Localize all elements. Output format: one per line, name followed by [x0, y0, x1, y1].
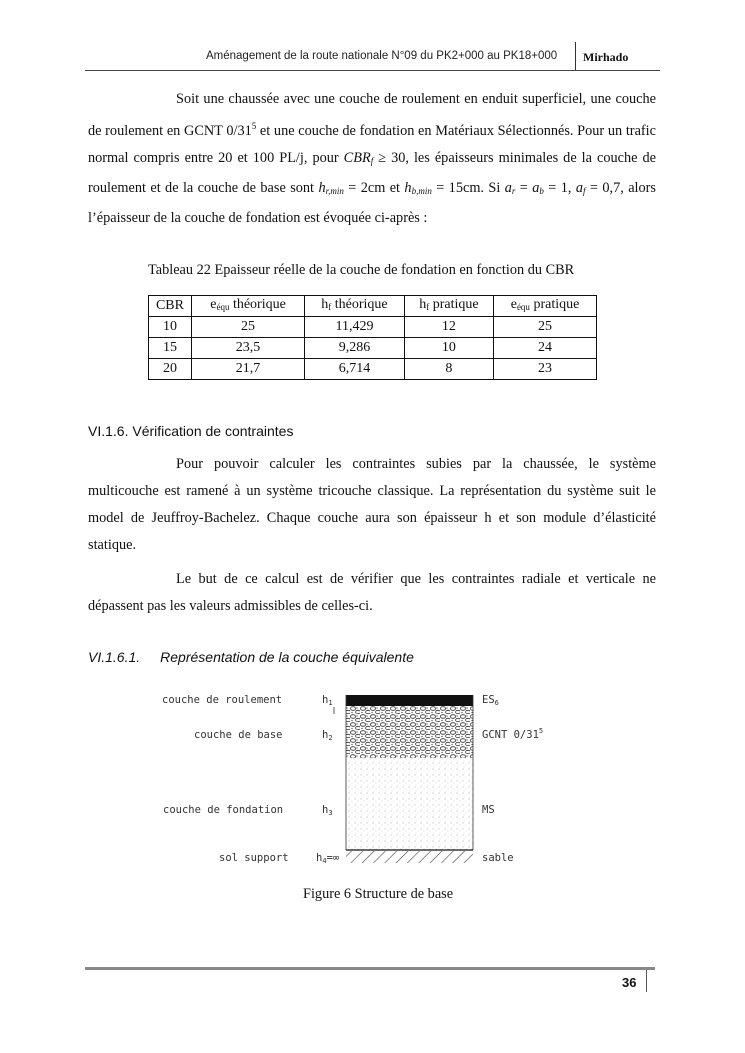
subsection-number: VI.1.6.1. — [88, 649, 141, 665]
header-rule — [85, 70, 660, 71]
header-separator — [575, 42, 576, 70]
h2-label: h2 — [322, 729, 333, 742]
table-cell: 24 — [494, 338, 597, 359]
section-heading: VI.1.6. Vérification de contraintes — [88, 423, 294, 439]
label-roulement: couche de roulement — [162, 694, 283, 706]
base-layer — [346, 706, 473, 758]
header-cell: $e_{équ}$ théorique — [191, 296, 304, 317]
figure-caption: Figure 6 Structure de base — [303, 886, 454, 902]
material-es: ES6 — [482, 694, 499, 707]
intro-paragraph: Soit une chaussée avec une couche de roulement en enduit superficiel, une couche de roulement en GCNT $0/31^5$ et une couche de fondation en Matériaux Sélectionnés. Pour un trafic normal compris entre 20 et 100 PL/j, pour $CBR_f \ge 30$, les épaisseurs minimales de la couche de roulement et de la couche de base sont $h_{r,min} = 2cm$ et $h_{b,min} = 15cm$. Si $a_r = a_b = 1$, $a_f = 0,7$, alors l’épaisseur de la couche de fondation est évoquée ci-après : — [88, 91, 657, 226]
label-sol: sol support — [219, 852, 289, 864]
roulement-layer — [346, 695, 473, 706]
header-cell: CBR — [149, 296, 192, 317]
table-cell: 8 — [404, 359, 493, 380]
material-gcnt: GCNT $0/31^5$ — [482, 727, 544, 741]
label-base: couche de base — [194, 729, 283, 741]
header-title: Aménagement de la route nationale N°09 du PK2+000 au PK18+000 — [206, 50, 558, 62]
page-header — [0, 40, 745, 72]
section-paragraph-2: Le but de ce calcul est de vérifier que les contraintes radiale et verticale ne dépassent pas les valeurs admissibles de celles-ci. — [88, 571, 656, 614]
table-cell: 23 — [494, 359, 597, 380]
table-header-row — [149, 296, 597, 317]
table-row — [149, 359, 597, 380]
table-cell: 6,714 — [305, 359, 405, 380]
table-cell: 10 — [404, 338, 493, 359]
table-cell: 25 — [494, 317, 597, 338]
table-cell: 23,5 — [191, 338, 304, 359]
material-ms: MS — [482, 804, 495, 816]
label-fondation: couche de fondation — [163, 804, 284, 816]
table-cell: 9,286 — [305, 338, 405, 359]
header-cell: $h_f$ théorique — [305, 296, 405, 317]
table-cell: 25 — [191, 317, 304, 338]
table-cell: 12 — [404, 317, 493, 338]
table-cell: 10 — [149, 317, 192, 338]
table-caption: Tableau 22 Epaisseur réelle de la couche de fondation en fonction du CBR — [148, 262, 575, 278]
section-paragraph-1: Pour pouvoir calculer les contraintes subies par la chaussée, le système multicouche est ramené à un système tricouche classique. La représentation du système suit le model de Jeuffroy-Bachelez. Chaque couche aura son épaisseur h et son module d’élasticité statique. — [88, 456, 656, 553]
table-cell: 15 — [149, 338, 192, 359]
layer-structure-figure — [150, 690, 550, 865]
h3-label: h3 — [322, 804, 333, 817]
header-cell: $e_{équ}$ pratique — [494, 296, 597, 317]
cbr-table — [148, 295, 597, 380]
table-cell: 11,429 — [305, 317, 405, 338]
subsection-title: Représentation de la couche équivalente — [160, 649, 414, 665]
footer-rule — [85, 967, 655, 970]
table-cell: 20 — [149, 359, 192, 380]
fondation-layer — [346, 758, 473, 850]
page-number: 36 — [622, 975, 637, 990]
table-row — [149, 317, 597, 338]
h4-label: h4=∞ — [316, 852, 340, 865]
sol-layer — [346, 851, 473, 863]
header-author: Mirhado — [583, 50, 629, 64]
header-cell: $h_f$ pratique — [404, 296, 493, 317]
table-row — [149, 338, 597, 359]
material-sable: sable — [482, 852, 514, 864]
table-cell: 21,7 — [191, 359, 304, 380]
page-number-separator — [646, 970, 647, 992]
h1-label: h1 — [322, 694, 333, 707]
subsection-heading — [88, 649, 414, 665]
